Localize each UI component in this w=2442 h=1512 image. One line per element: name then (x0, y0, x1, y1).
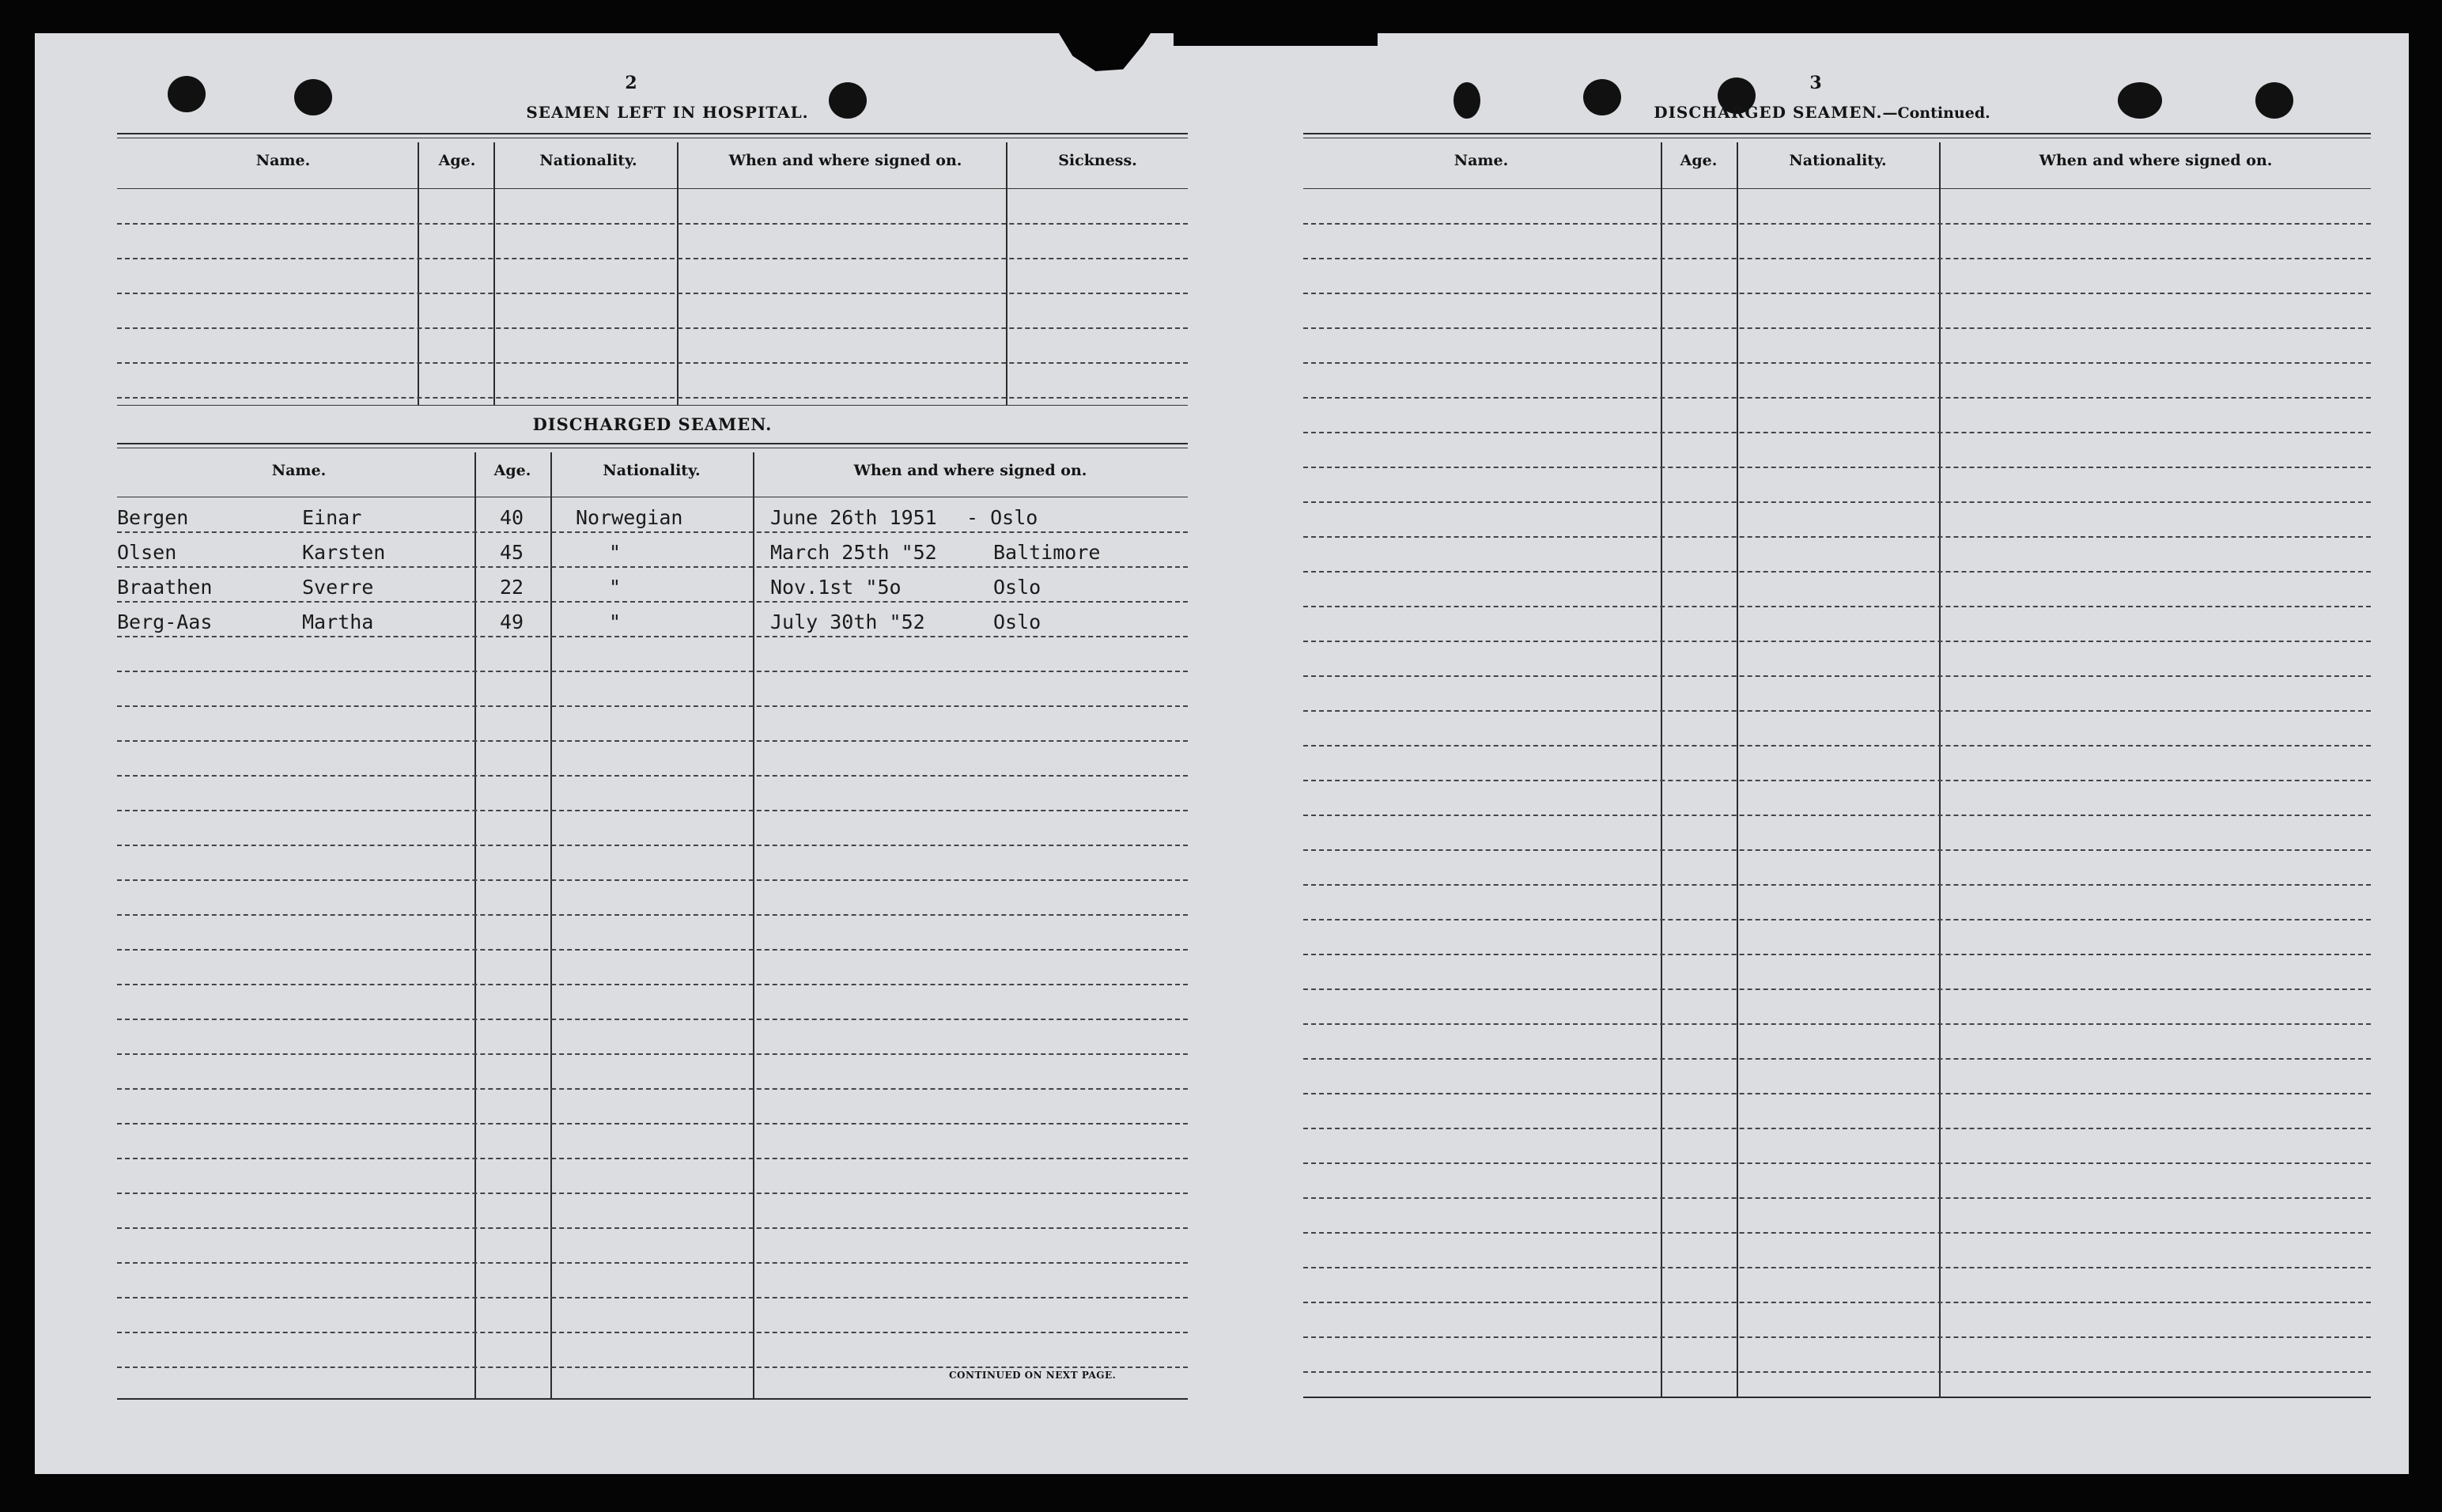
age-cell: 49 (500, 610, 524, 633)
column-header: Nationality. (1789, 152, 1887, 169)
signed-place-cell: Oslo (993, 610, 1041, 633)
ruled-line (1303, 884, 2371, 886)
column-header: When and where signed on. (728, 152, 962, 169)
ruled-line (1303, 849, 2371, 851)
ruled-line (1303, 1267, 2371, 1268)
column-divider (1939, 142, 1941, 1397)
ruled-line (117, 1366, 1188, 1368)
ruled-line (1303, 1128, 2371, 1129)
ruled-line (117, 1019, 1188, 1020)
ruled-line (117, 1193, 1188, 1194)
given-name-cell: Sverre (302, 576, 374, 599)
surname-cell: Bergen (117, 506, 189, 529)
rule (117, 1398, 1188, 1400)
binding-notch-right (1174, 33, 1378, 46)
document-sheet (35, 33, 2409, 1474)
ruled-line (1303, 1302, 2371, 1303)
ruled-line (117, 984, 1188, 985)
ruled-line (117, 223, 1188, 225)
column-header: Age. (438, 152, 476, 169)
ruled-line (117, 845, 1188, 846)
column-header: Age. (1680, 152, 1718, 169)
ruled-line (1303, 432, 2371, 433)
column-header: Nationality. (539, 152, 637, 169)
ruled-line (1303, 327, 2371, 329)
given-name-cell: Karsten (302, 541, 386, 564)
ruled-line (117, 397, 1188, 399)
given-name-cell: Martha (302, 610, 374, 633)
ruled-line (117, 879, 1188, 881)
ruled-line (117, 362, 1188, 364)
ruled-line (117, 1088, 1188, 1090)
ruled-line (117, 949, 1188, 951)
nationality-cell: " (609, 576, 622, 599)
ruled-line (1303, 780, 2371, 781)
signed-place-cell: - Oslo (966, 506, 1038, 529)
ruled-line (117, 1227, 1188, 1229)
ruled-line (117, 775, 1188, 777)
ruled-line (117, 1297, 1188, 1298)
ruled-line (1303, 919, 2371, 920)
ruled-line (1303, 675, 2371, 677)
signed-date-cell: March 25th "52 (770, 541, 937, 564)
column-header: Nationality. (603, 462, 701, 479)
column-header: Name. (1453, 152, 1509, 169)
continued-note: CONTINUED ON NEXT PAGE. (949, 1370, 1117, 1381)
ruled-line (1303, 536, 2371, 538)
rule (1303, 1397, 2371, 1398)
ruled-line (1303, 641, 2371, 642)
rule (117, 133, 1188, 134)
ruled-line (117, 1158, 1188, 1159)
ruled-line (1303, 293, 2371, 294)
punch-hole (294, 79, 332, 115)
ruled-line (117, 566, 1188, 568)
column-header: When and where signed on. (2039, 152, 2273, 169)
column-divider (474, 452, 476, 1398)
column-divider (418, 142, 419, 405)
ruled-line (1303, 954, 2371, 955)
ruled-line (1303, 1058, 2371, 1060)
ruled-line (1303, 1093, 2371, 1094)
ruled-line (117, 671, 1188, 672)
ruled-line (117, 258, 1188, 259)
ruled-line (1303, 1162, 2371, 1164)
signed-place-cell: Baltimore (993, 541, 1101, 564)
ruled-line (1303, 815, 2371, 816)
ruled-line (117, 914, 1188, 916)
hospital-section-title: SEAMEN LEFT IN HOSPITAL. (526, 103, 809, 122)
discharged-section-title: DISCHARGED SEAMEN. (532, 414, 773, 434)
column-divider (677, 142, 679, 405)
page-number: 2 (625, 73, 637, 93)
column-divider (1006, 142, 1007, 405)
rule (117, 405, 1188, 406)
ruled-line (1303, 467, 2371, 468)
age-cell: 45 (500, 541, 524, 564)
rule (1303, 188, 2371, 189)
signed-place-cell: Oslo (993, 576, 1041, 599)
ruled-line (1303, 606, 2371, 607)
title-text: DISCHARGED SEAMEN. (1654, 103, 1883, 122)
column-divider (753, 452, 754, 1398)
ruled-line (117, 293, 1188, 294)
ruled-line (1303, 1197, 2371, 1199)
ruled-line (117, 810, 1188, 811)
column-divider (1661, 142, 1662, 1397)
ruled-line (1303, 1023, 2371, 1025)
surname-cell: Olsen (117, 541, 177, 564)
ruled-line (117, 1332, 1188, 1333)
signed-date-cell: July 30th "52 (770, 610, 925, 633)
rule (117, 188, 1188, 189)
ruled-line (117, 1262, 1188, 1264)
age-cell: 22 (500, 576, 524, 599)
punch-hole (168, 76, 206, 112)
nationality-cell: Norwegian (576, 506, 683, 529)
surname-cell: Berg-Aas (117, 610, 213, 633)
ruled-line (1303, 1232, 2371, 1234)
page-number: 3 (1809, 73, 1822, 93)
ruled-line (117, 705, 1188, 707)
ruled-line (117, 1123, 1188, 1125)
column-divider (550, 452, 552, 1398)
ruled-line (1303, 397, 2371, 399)
ruled-line (1303, 988, 2371, 990)
ruled-line (117, 601, 1188, 603)
ruled-line (1303, 571, 2371, 573)
nationality-cell: " (609, 541, 622, 564)
punch-hole (1453, 82, 1480, 119)
ruled-line (1303, 223, 2371, 225)
column-header: Sickness. (1058, 152, 1137, 169)
rule (117, 443, 1188, 444)
column-divider (493, 142, 495, 405)
ruled-line (1303, 1371, 2371, 1373)
punch-hole (2255, 82, 2293, 119)
ruled-line (1303, 745, 2371, 747)
ruled-line (117, 636, 1188, 637)
column-header: When and where signed on. (853, 462, 1087, 479)
column-header: Name. (255, 152, 311, 169)
age-cell: 40 (500, 506, 524, 529)
punch-hole (2118, 82, 2162, 119)
ruled-line (117, 1053, 1188, 1055)
discharged-continued-title (1601, 103, 2043, 122)
ruled-line (117, 740, 1188, 742)
ruled-line (1303, 1336, 2371, 1338)
binding-notch (1059, 33, 1151, 71)
given-name-cell: Einar (302, 506, 362, 529)
signed-date-cell: June 26th 1951 (770, 506, 937, 529)
signed-date-cell: Nov.1st "5o (770, 576, 902, 599)
ruled-line (1303, 501, 2371, 503)
nationality-cell: " (609, 610, 622, 633)
ruled-line (117, 327, 1188, 329)
column-divider (1737, 142, 1738, 1397)
title-suffix: —Continued. (1882, 104, 1990, 122)
column-header: Age. (493, 462, 531, 479)
ruled-line (1303, 258, 2371, 259)
ruled-line (1303, 362, 2371, 364)
column-header: Name. (271, 462, 327, 479)
ruled-line (117, 531, 1188, 533)
surname-cell: Braathen (117, 576, 213, 599)
rule (1303, 133, 2371, 134)
ruled-line (1303, 710, 2371, 712)
